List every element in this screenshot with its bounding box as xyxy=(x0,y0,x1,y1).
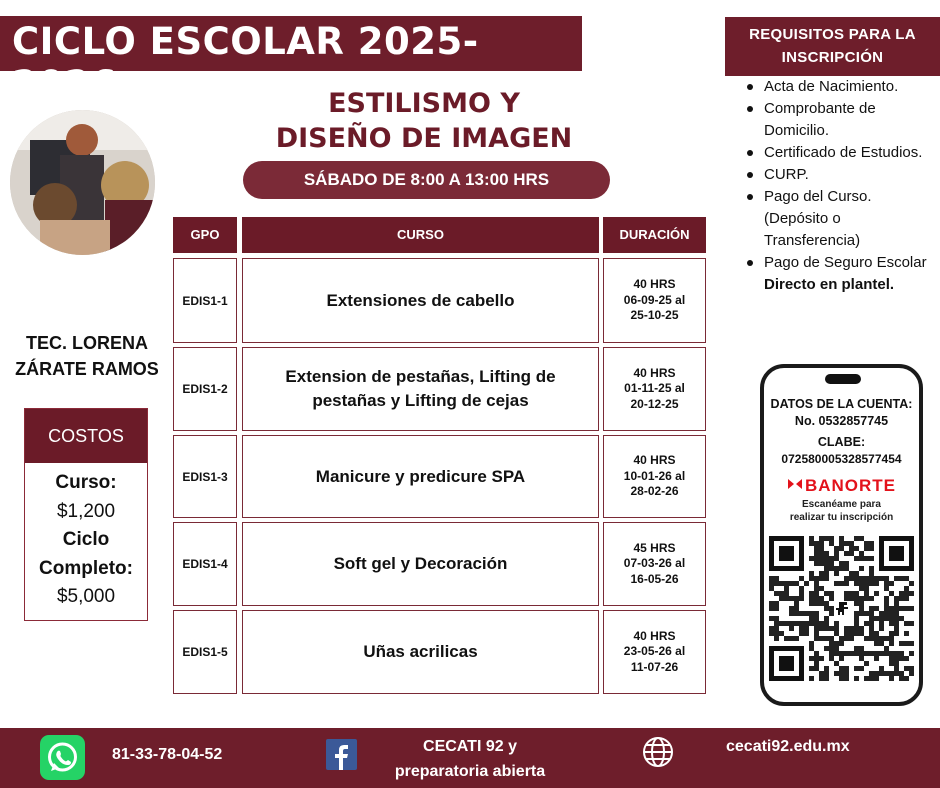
cycle-price-label-1: Ciclo xyxy=(62,529,110,550)
table-row-4-course: Soft gel y Decoración xyxy=(242,522,599,606)
instructor-photo xyxy=(10,110,155,255)
facebook-icon[interactable] xyxy=(326,739,357,770)
column-header-group: GPO xyxy=(173,217,237,253)
table-row-2-start: 01-11-25 al xyxy=(624,381,685,396)
page-title: CICLO ESCOLAR 2025-2026 xyxy=(12,20,479,106)
table-row-3-group: EDIS1-3 xyxy=(173,435,237,518)
table-row-4-start: 07-03-26 al xyxy=(623,556,686,571)
scan-line1: Escanéame para xyxy=(802,499,881,510)
table-row-2-group: EDIS1-2 xyxy=(173,347,237,431)
table-row-3-course: Manicure y predicure SPA xyxy=(242,435,599,518)
costs-heading: COSTOS xyxy=(25,409,147,463)
cycle-price: $5,000 xyxy=(56,586,116,607)
account-number: No. 0532857745 xyxy=(794,414,889,428)
table-row-1-end: 25-10-25 xyxy=(630,308,679,323)
column-header-course: CURSO xyxy=(242,217,599,253)
requirements-heading-line2: INSCRIPCIÓN xyxy=(781,49,884,66)
schedule-badge: SÁBADO DE 8:00 A 13:00 HRS xyxy=(243,161,610,199)
table-row-5-course: Uñas acrilicas xyxy=(242,610,599,694)
course-title xyxy=(250,86,598,156)
table-row-1-hours: 40 HRS xyxy=(633,277,676,292)
table-row-3-start: 10-01-26 al xyxy=(623,468,686,483)
scan-instructions xyxy=(764,498,919,524)
whatsapp-icon[interactable] xyxy=(40,735,85,780)
requirement-item: Pago del Curso. (Depósito o Transferencia) xyxy=(745,186,935,252)
table-row-1-duration xyxy=(603,258,706,343)
footer-website[interactable]: cecati92.edu.mx xyxy=(726,738,850,755)
table-row-5-end: 11-07-26 xyxy=(630,659,679,674)
table-row-5-start: 23-05-26 al xyxy=(623,644,686,659)
table-row-5-hours: 40 HRS xyxy=(633,628,676,643)
table-row-1-course: Extensiones de cabello xyxy=(242,258,599,343)
facebook-line1: CECATI 92 y xyxy=(423,738,517,755)
teacher-name-line1: TEC. LORENA xyxy=(25,333,148,353)
globe-icon[interactable] xyxy=(642,736,674,768)
table-row-2-course: Extension de pestañas, Lifting de pestañas y Lifting de cejas xyxy=(242,347,599,431)
table-row-4-group: EDIS1-4 xyxy=(173,522,237,606)
qr-code[interactable] xyxy=(769,536,914,681)
table-row-5-group: EDIS1-5 xyxy=(173,610,237,694)
table-row-1-group: EDIS1-1 xyxy=(173,258,237,343)
teacher-name-line2: ZÁRATE RAMOS xyxy=(15,359,159,379)
requirement-insurance-text: Pago de Seguro Escolar xyxy=(764,254,927,271)
course-title-line2: DISEÑO DE IMAGEN xyxy=(275,123,573,154)
requirements-heading xyxy=(725,17,940,76)
course-title-line1: ESTILISMO Y xyxy=(328,88,520,119)
requirement-item: Certificado de Estudios. xyxy=(745,142,935,164)
table-row-2-hours: 40 HRS xyxy=(633,365,676,380)
bank-name: BANORTE xyxy=(804,476,897,495)
phone-mockup xyxy=(760,364,923,706)
scan-line2: realizar tu inscripción xyxy=(789,512,894,523)
phone-notch xyxy=(825,374,861,384)
requirement-item-insurance xyxy=(745,252,935,296)
requirement-item: Acta de Nacimiento. xyxy=(745,76,935,98)
table-row-3-duration xyxy=(603,435,706,518)
requirement-insurance-emphasis: Directo en plantel. xyxy=(764,276,895,293)
table-row-4-hours: 45 HRS xyxy=(633,540,676,555)
cycle-price-label-2: Completo: xyxy=(39,557,133,579)
table-row-2-duration xyxy=(603,347,706,431)
requirements-heading-line1: REQUISITOS PARA LA xyxy=(749,26,916,43)
table-row-3-end: 28-02-26 xyxy=(630,484,679,499)
account-label: DATOS DE LA CUENTA: xyxy=(770,397,913,411)
banorte-icon xyxy=(787,475,803,485)
teacher-name xyxy=(15,330,159,382)
table-row-2-end: 20-12-25 xyxy=(630,396,679,411)
requirement-item: Comprobante de Domicilio. xyxy=(745,98,935,142)
requirements-list xyxy=(745,76,935,296)
table-row-3-hours: 40 HRS xyxy=(633,453,676,468)
footer-facebook[interactable] xyxy=(370,734,570,784)
course-price-label: Curso: xyxy=(55,472,117,493)
footer-bar xyxy=(0,728,940,788)
clabe-number: 072580005328577454 xyxy=(781,452,902,466)
bank-account-info xyxy=(764,396,919,468)
footer-phone[interactable]: 81-33-78-04-52 xyxy=(112,746,223,763)
requirement-item: CURP. xyxy=(745,164,935,186)
costs-box xyxy=(24,408,148,621)
column-header-duration: DURACIÓN xyxy=(603,217,706,253)
table-row-1-start: 06-09-25 al xyxy=(623,292,686,307)
table-row-4-end: 16-05-26 xyxy=(630,571,679,586)
table-row-4-duration xyxy=(603,522,706,606)
facebook-line2: preparatoria abierta xyxy=(394,763,546,780)
course-price: $1,200 xyxy=(56,500,116,522)
clabe-label: CLABE: xyxy=(817,435,866,449)
table-row-5-duration xyxy=(603,610,706,694)
bank-logo xyxy=(764,476,919,496)
